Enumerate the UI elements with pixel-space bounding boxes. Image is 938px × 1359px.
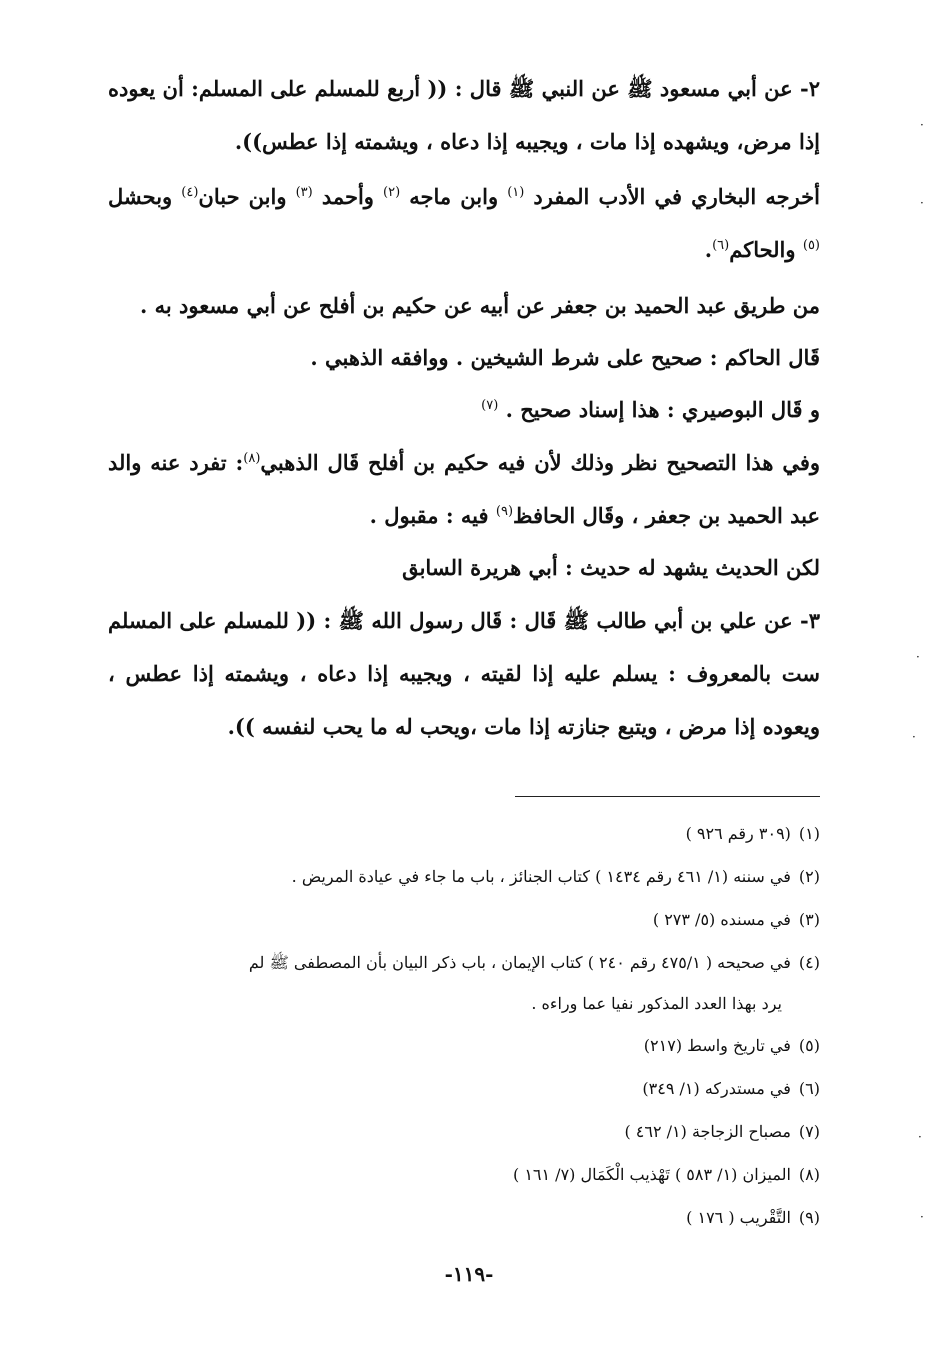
footnote-9 (108, 1196, 820, 1239)
footnote-4-continuation: يرد بهذا العدد المذكور نفيا عما وراءه . (531, 994, 782, 1013)
footnote-ref-6[interactable]: (٦) (712, 238, 730, 253)
takhrij-paragraph (108, 170, 820, 276)
footnote-text: مصباح الزجاجة (١/ ٤٦٢ ) (624, 1122, 791, 1141)
footnote-ref-8[interactable]: (٨) (243, 451, 261, 466)
takhrij-text-f: والحاكم (729, 237, 803, 262)
footnote-number: (٥) (798, 1036, 820, 1055)
footnote-text: في تاريخ واسط (٢١٧) (643, 1036, 791, 1055)
footnote-separator (515, 796, 820, 797)
takhrij-text-c: وأحمد (312, 184, 384, 209)
footnote-number: (٩) (798, 1208, 820, 1227)
scan-speck: · (912, 730, 916, 744)
footnote-text: في سننه (١/ ٤٦١ رقم ١٤٣٤ ) كتاب الجنائز ، باب ما جاء في عيادة المريض . (291, 867, 791, 886)
footnote-number: (٨) (798, 1165, 820, 1184)
critique-text-b: : تفرد عنه والد عبد الحميد بن جعفر ، وقَال الحافظ (108, 450, 820, 528)
footnote-number: (٦) (798, 1079, 820, 1098)
critique-paragraph (108, 436, 820, 542)
footnote-ref-1[interactable]: (١) (507, 185, 525, 200)
main-text (108, 62, 820, 753)
takhrij-text-g: . (704, 237, 713, 262)
footnote-ref-3[interactable]: (٣) (295, 185, 313, 200)
footnote-7 (108, 1110, 820, 1153)
scan-speck: · (916, 650, 920, 664)
footnote-ref-5[interactable]: (٥) (802, 238, 820, 253)
scan-speck: · (918, 1130, 922, 1144)
scan-speck: · (920, 118, 924, 132)
footnote-number: (١) (798, 824, 820, 843)
critique-text-a: وفي هذا التصحيح نظر وذلك لأن فيه حكيم بن أفلح قَال الذهبي (260, 450, 821, 475)
footnotes-section (108, 812, 820, 1239)
footnote-4 (108, 941, 820, 984)
scan-speck: · (920, 196, 924, 210)
footnote-text: التَّقْريب ( ١٧٦ ) (686, 1208, 791, 1227)
footnote-number: (٤) (798, 953, 820, 972)
footnote-text: الميزان (١/ ٥٨٣ ) تَهْذيب الْكَمَال (٧/ ١٦١ ) (512, 1165, 791, 1184)
footnote-text: في صحيحه ( ٤٧٥/١ رقم ٢٤٠ ) كتاب الإيمان ، باب ذكر البيان بأن المصطفى ﷺ لم (248, 953, 791, 972)
scan-speck: · (920, 1210, 924, 1224)
takhrij-text-d: وابن حبان (198, 184, 296, 209)
footnote-3 (108, 898, 820, 941)
busiri-line (108, 384, 820, 436)
witness-line: لكن الحديث يشهد له حديث : أبي هريرة السابق (402, 555, 820, 580)
isnad-line: من طريق عبد الحميد بن جعفر عن أبيه عن حكيم بن أفلح عن أبي مسعود به . (139, 293, 820, 318)
footnote-5 (108, 1024, 820, 1067)
footnote-2 (108, 855, 820, 898)
hakim-line: قَال الحاكم : صحيح على شرط الشيخين . ووافقه الذهبي . (310, 345, 820, 370)
takhrij-text-a: أخرجه البخاري في الأدب المفرد (524, 184, 820, 209)
footnote-ref-2[interactable]: (٢) (383, 185, 401, 200)
footnote-text: في مسنده (٥/ ٢٧٣ ) (652, 910, 791, 929)
takhrij-text-e: وبحشل (108, 184, 182, 209)
footnote-6 (108, 1067, 820, 1110)
footnote-text: في مستدركه (١/ ٣٤٩) (642, 1079, 791, 1098)
busiri-text: و قَال البوصيري : هذا إسناد صحيح . (498, 397, 820, 422)
hadith-2-paragraph: ٢- عن أبي مسعود ﷺ عن النبي ﷺ قال : (( أربع للمسلم على المسلم: أن يعوده إذا مرض، ويشهده إذا مات ، ويجيبه إذا دعاه ، ويشمته إذا عطس)). (108, 76, 820, 154)
footnote-ref-9[interactable]: (٩) (495, 504, 514, 519)
page-number: -١١٩- (444, 1262, 494, 1286)
footnote-ref-4[interactable]: (٤) (181, 185, 199, 200)
footnote-number: (٣) (798, 910, 820, 929)
footnote-text: (٣٠٩ رقم ٩٢٦ ) (685, 824, 791, 843)
footnote-number: (٢) (798, 867, 820, 886)
footnote-ref-7[interactable]: (٧) (481, 398, 499, 413)
footnote-number: (٧) (798, 1122, 820, 1141)
footnote-8 (108, 1153, 820, 1196)
takhrij-text-b: وابن ماجه (400, 184, 508, 209)
footnote-1 (108, 812, 820, 855)
hadith-3-paragraph: ٣- عن علي بن أبي طالب ﷺ قَال : قَال رسول الله ﷺ : (( للمسلم على المسلم ست بالمعروف : يسلم عليه إذا لقيته ، ويجيبه إذا دعاه ، ويشمته إذا عطس ، ويعوده إذا مرض ، ويتبع جنازته إذا مات ،ويحب له ما يحب لنفسه )). (108, 608, 820, 739)
critique-text-c: فيه : مقبول . (369, 503, 496, 528)
